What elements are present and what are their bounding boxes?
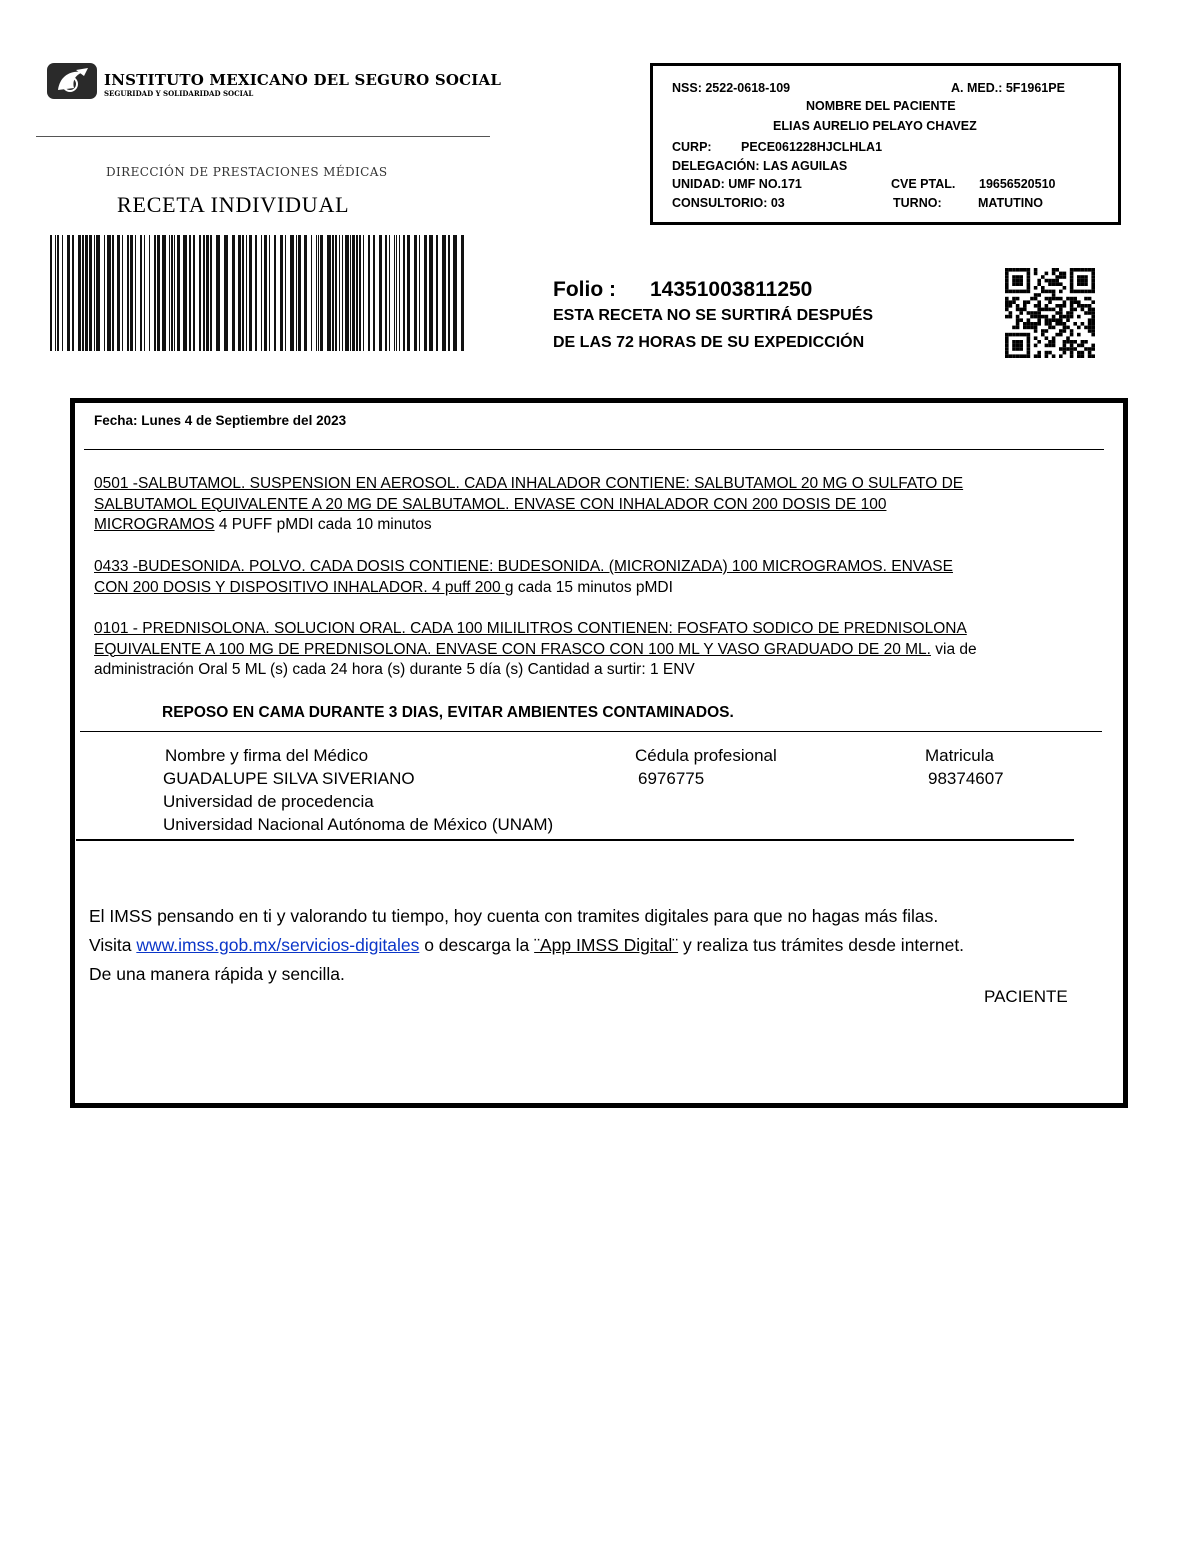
copy-label: PACIENTE [984,987,1068,1006]
curp-label: CURP: [672,140,712,154]
validity-warning-line1: ESTA RECETA NO SE SURTIRÁ DESPUÉS [553,307,874,324]
cedula-label: Cédula profesional [635,746,777,765]
qr-code [1005,268,1095,358]
matricula-label: Matricula [925,746,994,765]
instructions-divider [80,731,1102,732]
delegacion: DELEGACIÓN: LAS AGUILAS [672,159,848,173]
medication-2-description: 0433 -BUDESONIDA. POLVO. CADA DOSIS CONTIENE: BUDESONIDA. (MICRONIZADA) 100 MICROGRAMOS. ENVASE [94,558,953,575]
barcode [50,235,468,351]
medication-1 [94,474,1106,536]
medication-2 [94,557,1106,598]
medication-1-description-cont: SALBUTAMOL EQUIVALENTE A 20 MG DE SALBUTAMOL. ENVASE CON INHALADOR CON 200 DOSIS DE 100 [94,495,887,513]
signature-divider [76,839,1074,841]
unidad: UNIDAD: UMF NO.171 [672,177,802,191]
consultorio: CONSULTORIO: 03 [672,196,785,210]
medication-3-description: 0101 - PREDNISOLONA. SOLUCION ORAL. CADA 100 MILILITROS CONTIENEN: FOSFATO SODICO DE PREDNISOLONA [94,620,967,637]
patient-info-box [650,63,1121,225]
patient-name-label: NOMBRE DEL PACIENTE [806,99,956,113]
cve-ptal: 19656520510 [979,177,1056,191]
medication-1-description: 0501 -SALBUTAMOL. SUSPENSION EN AEROSOL. CADA INHALADOR CONTIENE: SALBUTAMOL 20 MG O SULFATO DE [94,475,964,492]
medication-3-route: via de [930,640,977,658]
document-title: RECETA INDIVIDUAL [117,192,350,217]
university-name: Universidad Nacional Autónoma de México (UNAM) [163,815,554,834]
cve-ptal-label: CVE PTAL. [891,177,956,191]
folio-label: Folio : [553,278,616,301]
turno-label: TURNO: [893,196,942,210]
a-med: A. MED.: 5F1961PE [951,81,1065,95]
date-divider [84,449,1104,450]
digital-services-line3: De una manera rápida y sencilla. [89,964,345,984]
direction-label: DIRECCIÓN DE PRESTACIONES MÉDICAS [106,165,388,179]
medication-3-description-cont: EQUIVALENTE A 100 MG DE PREDNISOLONA. ENVASE CON FRASCO CON 100 ML Y VASO GRADUADO DE 20 ML. [94,640,931,658]
medication-3 [94,619,1106,681]
medication-3-dosage: administración Oral 5 ML (s) cada 24 hora (s) durante 5 día (s) Cantidad a surtir: 1 ENV [94,661,695,678]
turno: MATUTINO [978,196,1044,210]
validity-warning-line2: DE LAS 72 HORAS DE SU EXPEDICCIÓN [553,334,865,351]
medication-2-dose: cada 15 minutos pMDI [513,578,673,596]
matricula-number: 98374607 [928,769,1004,788]
digital-services-line1: El IMSS pensando en ti y valorando tu tiempo, hoy cuenta con tramites digitales para que no hagas más filas. [89,906,939,926]
medication-2-description-cont: CON 200 DOSIS Y DISPOSITIVO INHALADOR. 4 puff 200 g [94,578,514,596]
cedula-number: 6976775 [638,769,705,788]
prescription-date: Fecha: Lunes 4 de Septiembre del 2023 [94,413,347,428]
header-divider [36,136,490,137]
organization-name: INSTITUTO MEXICANO DEL SEGURO SOCIAL [104,71,502,89]
organization-subtitle: SEGURIDAD Y SOLIDARIDAD SOCIAL [104,89,254,98]
app-name: ¨App IMSS Digital¨ [534,935,679,955]
rest-instructions: REPOSO EN CAMA DURANTE 3 DIAS, EVITAR AMBIENTES CONTAMINADOS. [162,704,734,721]
patient-name: ELIAS AURELIO PELAYO CHAVEZ [773,119,977,133]
university-label: Universidad de procedencia [163,792,374,811]
medication-1-description-end: MICROGRAMOS [94,516,215,533]
doctor-name-label: Nombre y firma del Médico [165,746,369,765]
imss-logo [46,62,98,100]
nss: NSS: 2522-0618-109 [672,81,791,95]
imss-digital-link[interactable]: www.imss.gob.mx/servicios-digitales [136,935,420,955]
curp: PECE061228HJCLHLA1 [741,140,883,154]
digital-services-line2: Visita www.imss.gob.mx/servicios-digitales o descarga la ¨App IMSS Digital¨ y realiza tus trámites desde internet. [89,935,965,955]
medication-1-dose: 4 PUFF pMDI cada 10 minutos [214,516,432,533]
doctor-name: GUADALUPE SILVA SIVERIANO [163,769,415,788]
folio-number: 14351003811250 [650,278,813,301]
